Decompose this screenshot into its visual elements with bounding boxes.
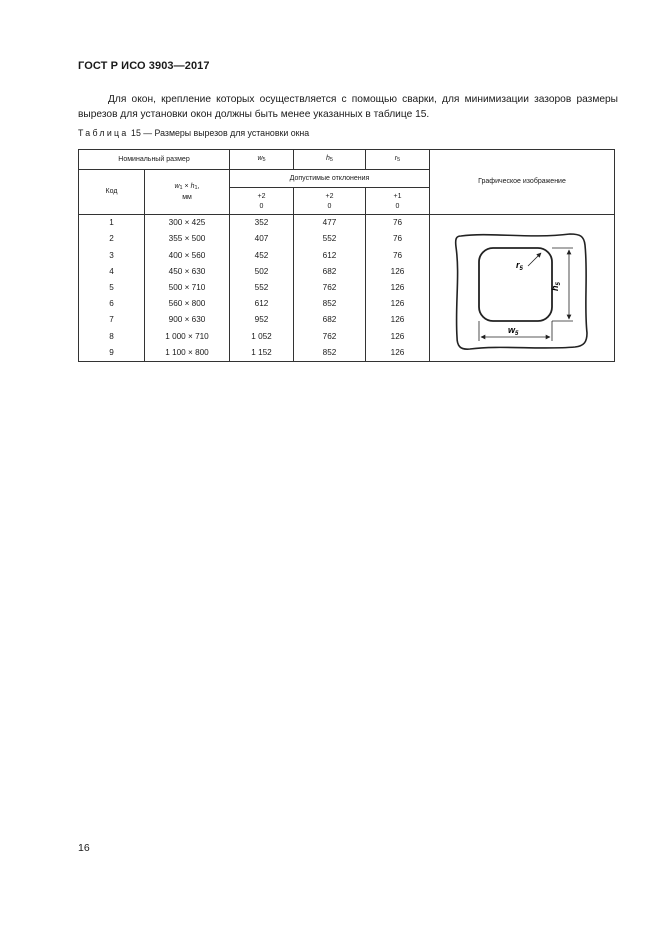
cutout-diagram: [430, 215, 615, 361]
cell-code: 1: [79, 215, 145, 232]
r5-header: r5: [366, 150, 430, 170]
caption-title: — Размеры вырезов для установки окна: [143, 128, 310, 138]
cell-w5: 952: [230, 312, 294, 328]
cell-size: 1 000 × 710: [145, 329, 230, 345]
table-row: [79, 215, 615, 232]
cell-w5: 352: [230, 215, 294, 232]
cell-code: 5: [79, 280, 145, 296]
cell-w5: 452: [230, 247, 294, 263]
cell-code: 3: [79, 247, 145, 263]
caption-prefix: Таблица: [78, 128, 129, 138]
cutout-rounded-rect: [479, 248, 552, 321]
cell-w5: 1 152: [230, 345, 294, 362]
cell-code: 8: [79, 329, 145, 345]
cell-code: 7: [79, 312, 145, 328]
cell-r5: 126: [366, 312, 430, 328]
cell-r5: 76: [366, 231, 430, 247]
cell-size: 900 × 630: [145, 312, 230, 328]
cell-size: 450 × 630: [145, 264, 230, 280]
table-caption: [78, 128, 309, 138]
graphic-cell: [430, 215, 615, 362]
code-header: Код: [79, 170, 145, 215]
cell-code: 4: [79, 264, 145, 280]
cell-w5: 502: [230, 264, 294, 280]
cutout-dimensions-table: [78, 149, 615, 362]
window-outline-wavy: [456, 234, 587, 349]
intro-paragraph: Для окон, крепление которых осуществляется с помощью сварки, для минимизации зазоров размеры вырезов для установки окон должны быть менее указанных в таблице 15.: [78, 94, 618, 120]
cell-w5: 407: [230, 231, 294, 247]
cell-h5: 852: [294, 296, 366, 312]
cell-r5: 126: [366, 280, 430, 296]
cell-w5: 1 052: [230, 329, 294, 345]
table-body: [79, 215, 615, 362]
cell-code: 9: [79, 345, 145, 362]
cell-h5: 682: [294, 312, 366, 328]
size-header: w1 × h1, мм: [145, 170, 230, 215]
cell-r5: 126: [366, 345, 430, 362]
cell-r5: 126: [366, 264, 430, 280]
table-header: [79, 150, 615, 215]
tolerances-header: Допустимые отклонения: [230, 170, 430, 188]
cell-w5: 552: [230, 280, 294, 296]
cell-size: 300 × 425: [145, 215, 230, 232]
cell-h5: 612: [294, 247, 366, 263]
page-number: 16: [78, 842, 90, 854]
cell-r5: 126: [366, 329, 430, 345]
r5-tolerance: +1 0: [366, 188, 430, 215]
cell-code: 6: [79, 296, 145, 312]
caption-number: 15: [131, 128, 141, 138]
cell-size: 400 × 560: [145, 247, 230, 263]
w5-header: w5: [230, 150, 294, 170]
cell-size: 355 × 500: [145, 231, 230, 247]
w5-tolerance: +2 0: [230, 188, 294, 215]
cell-h5: 552: [294, 231, 366, 247]
cell-r5: 126: [366, 296, 430, 312]
nominal-size-header: Номинальный размер: [79, 150, 230, 170]
cell-h5: 477: [294, 215, 366, 232]
r5-label: $r_5$: [516, 260, 523, 272]
cell-h5: 852: [294, 345, 366, 362]
h5-header: h5: [294, 150, 366, 170]
document-standard-header: ГОСТ Р ИСО 3903—2017: [78, 60, 210, 72]
cell-code: 2: [79, 231, 145, 247]
cell-w5: 612: [230, 296, 294, 312]
cell-size: 1 100 × 800: [145, 345, 230, 362]
h5-label: $h_5$: [550, 282, 562, 291]
cell-h5: 762: [294, 280, 366, 296]
h5-tolerance: +2 0: [294, 188, 366, 215]
cell-size: 500 × 710: [145, 280, 230, 296]
cell-h5: 762: [294, 329, 366, 345]
cell-h5: 682: [294, 264, 366, 280]
cell-size: 560 × 800: [145, 296, 230, 312]
cell-r5: 76: [366, 215, 430, 232]
cell-r5: 76: [366, 247, 430, 263]
graphic-header: Графическое изображение: [430, 150, 615, 215]
w5-label: $w_5$: [508, 325, 519, 337]
r-dimension-line: [528, 253, 541, 266]
